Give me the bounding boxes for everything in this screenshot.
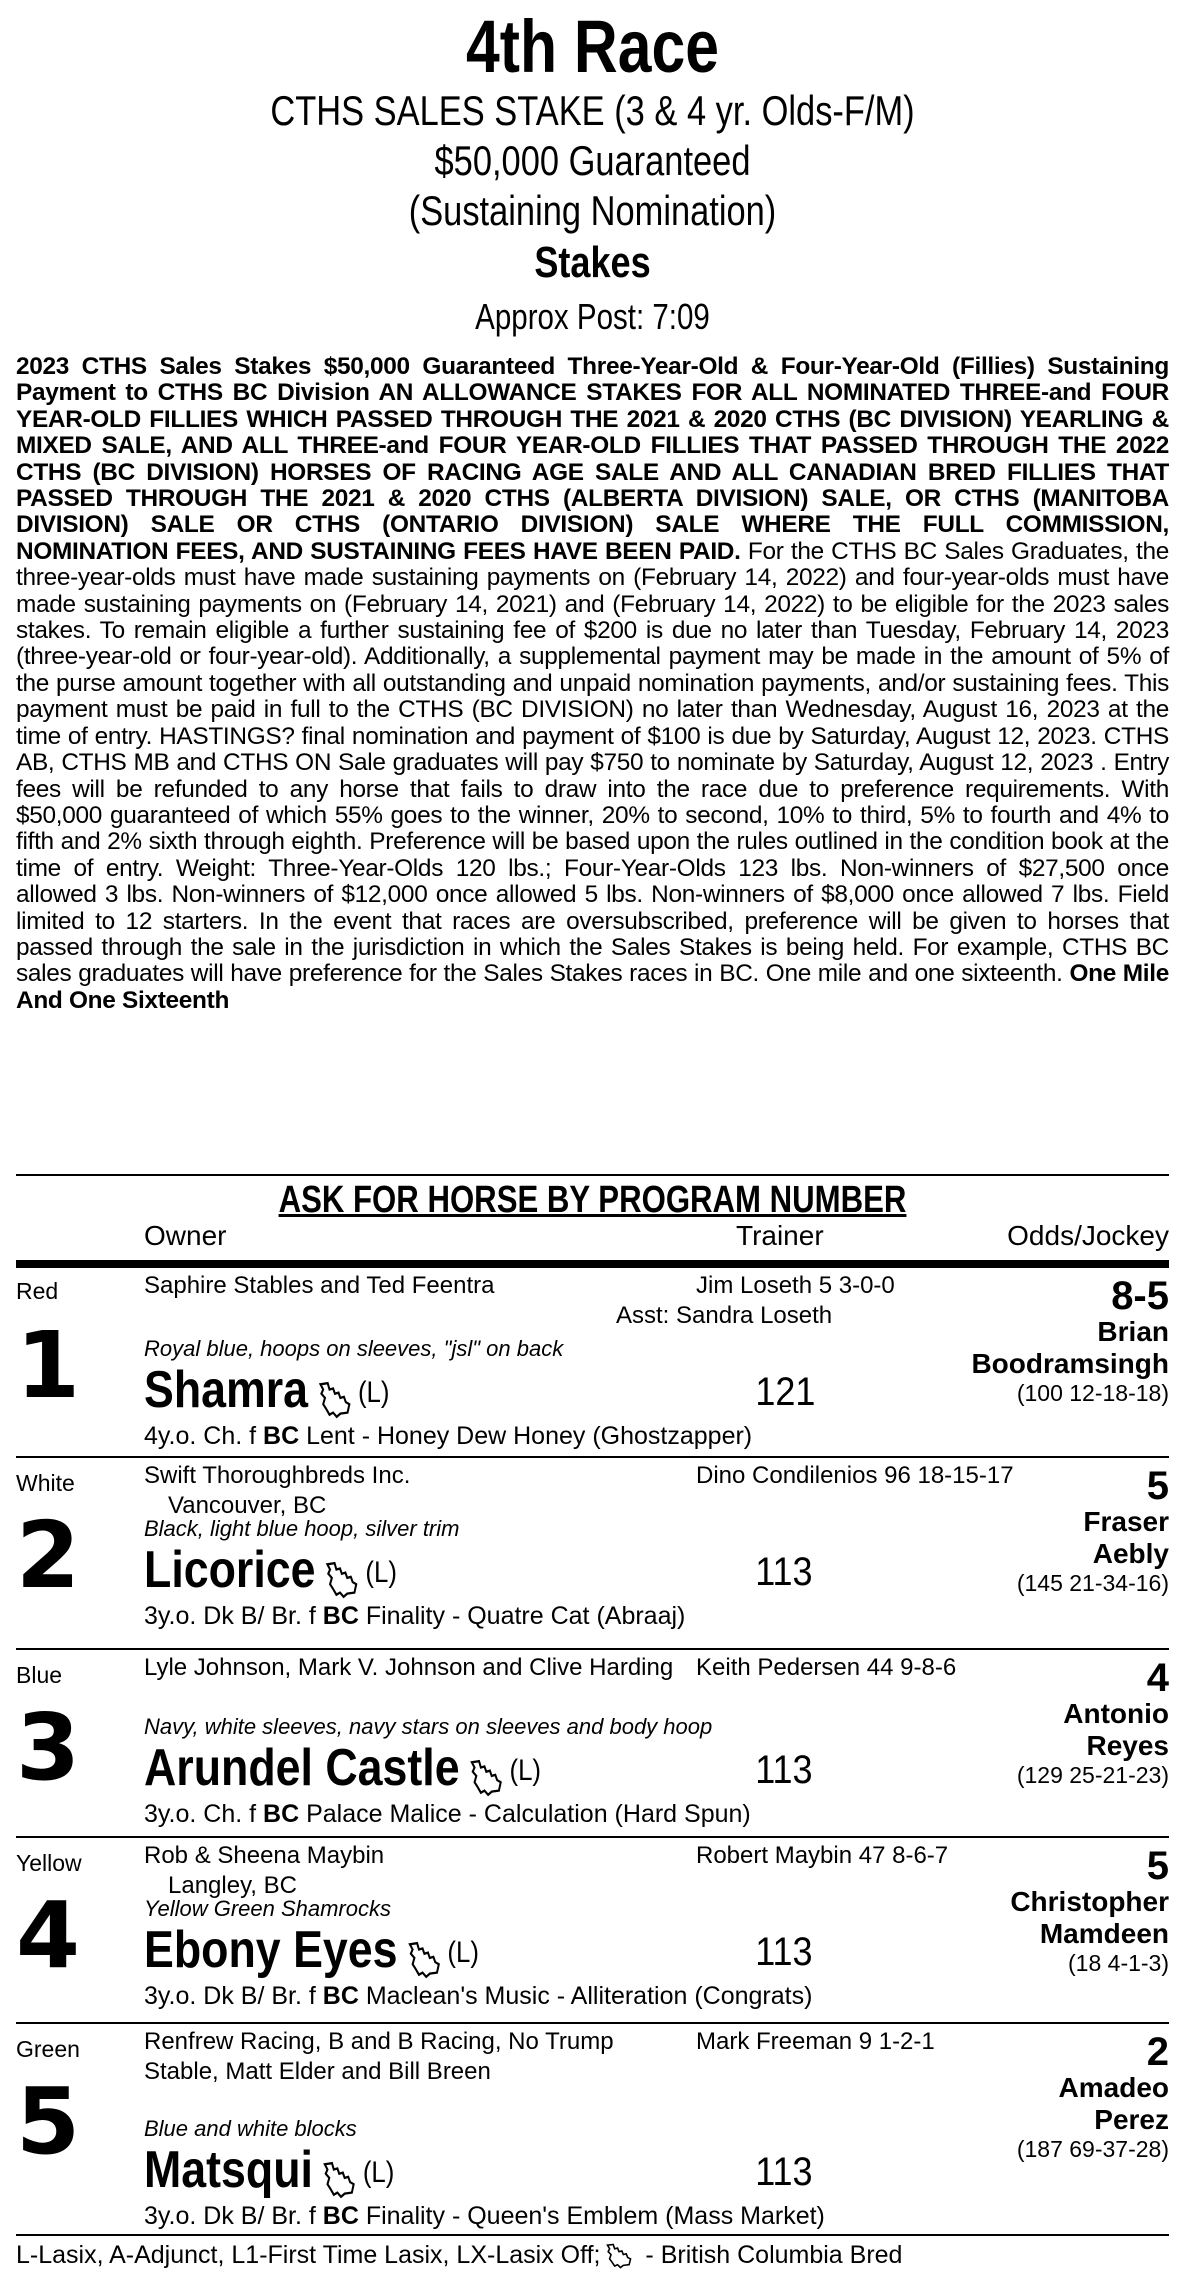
medication: (L) (365, 1556, 397, 1590)
program-color: Red (16, 1278, 59, 1304)
breeding (144, 1602, 685, 1630)
divider (16, 1174, 1169, 1176)
owner: Renfrew Racing, B and B Racing, No Trump (144, 2028, 614, 2055)
trainer: Jim Loseth 5 3-0-0 (696, 1272, 895, 1299)
breeding (144, 1800, 751, 1828)
breeding (144, 2202, 825, 2230)
silks-description: Royal blue, hoops on sleeves, "jsl" on back (144, 1336, 564, 1361)
jockey-last-name: Boodramsingh (971, 1348, 1169, 1379)
breeding-age: 3y.o. Dk B/ Br. f (144, 1982, 323, 2010)
trainer: Mark Freeman 9 1-2-1 (696, 2028, 935, 2055)
program-color: Green (16, 2036, 80, 2062)
owner-line2: Stable, Matt Elder and Bill Breen (144, 2058, 491, 2085)
breeding-pedigree: Maclean's Music - Alliteration (Congrats) (358, 1982, 813, 2010)
jockey-stats: (187 69-37-28) (1016, 2136, 1169, 2162)
morning-line-odds: 2 (1146, 2030, 1169, 2074)
entry-4 (16, 1836, 1169, 2022)
jockey-last-name: Reyes (1086, 1730, 1169, 1761)
bc-bred-mark: BC (322, 1602, 359, 1630)
race-conditions (16, 354, 1169, 1014)
jockey-first-name: Fraser (1083, 1506, 1169, 1537)
breeding-age: 3y.o. Dk B/ Br. f (144, 1602, 323, 1630)
jockey-first-name: Brian (1097, 1316, 1169, 1347)
conditions-bold: 2023 CTHS Sales Stakes $50,000 Guaranteed Three-Year-Old & Four-Year-Old (Fillies) Sustaining Payment to CTHS BC Division AN ALLOWANCE STAKES FOR ALL NOMINATED THREE-and FOUR YEAR-OLD FILLIES WHICH PASSED THROUGH THE 2021 & 2020 CTHS (BC DIVISION) YEARLING & MIXED SALE, AND ALL THREE-and FOUR YEAR-OLD FILLIES THAT PASSED THROUGH THE 2022 CTHS (BC DIVISION) HORSES OF RACING AGE SALE AND ALL CANADIAN BRED FILLIES THAT PASSED THROUGH THE 2021 & 2020 CTHS (ALBERTA DIVISION) SALE, OR CTHS (MANITOBA DIVISION) SALE OR CTHS (ONTARIO DIVISION) SALE WHERE THE FULL COMMISSION, NOMINATION FEES, AND SUSTAINING FEES HAVE BEEN PAID. (16, 353, 1169, 565)
jockey-stats: (145 21-34-16) (1016, 1570, 1169, 1596)
horse-name (144, 2142, 394, 2201)
jockey-last-name: Perez (1094, 2104, 1169, 2135)
program-number: 4 (16, 1882, 81, 1989)
entry-5 (16, 2022, 1169, 2230)
silks-description: Blue and white blocks (144, 2116, 357, 2141)
asst-name: Sandra Loseth (676, 1302, 833, 1329)
medication: (L) (447, 1936, 479, 1970)
breeding-pedigree: Finality - Queen's Emblem (Mass Market) (358, 2202, 825, 2230)
program-number: 2 (16, 1502, 81, 1609)
program-number: 1 (16, 1312, 81, 1419)
breeding-age: 4y.o. Ch. f (144, 1422, 264, 1450)
horse-name (144, 1740, 541, 1799)
weight: 113 (755, 1930, 813, 1974)
morning-line-odds: 8-5 (1111, 1274, 1169, 1318)
silks-description: Yellow Green Shamrocks (144, 1896, 391, 1921)
horse-name-text: Arundel Castle (144, 1739, 460, 1797)
horse-name-text: Licorice (144, 1541, 316, 1599)
morning-line-odds: 5 (1146, 1844, 1169, 1888)
divider (16, 2234, 1169, 2236)
program-number: 3 (16, 1694, 81, 1801)
jockey-first-name: Amadeo (1058, 2072, 1169, 2103)
jockey-stats: (129 25-21-23) (1016, 1762, 1169, 1788)
medication: (L) (509, 1754, 542, 1788)
owner: Swift Thoroughbreds Inc. (144, 1462, 411, 1489)
breeding-age: 3y.o. Dk B/ Br. f (144, 2202, 323, 2230)
entry-divider (16, 2022, 1169, 2024)
race-type: Stakes (534, 238, 651, 287)
legend-text: L-Lasix, A-Adjunct, L1-First Time Lasix, LX-Lasix Off; (16, 2241, 601, 2269)
bc-bred-mark: BC (322, 1982, 359, 2010)
bc-legend-text: - British Columbia Bred (638, 2241, 903, 2269)
trainer: Robert Maybin 47 8-6-7 (696, 1842, 949, 1869)
assistant-trainer (616, 1302, 832, 1330)
entry-divider (16, 1836, 1169, 1838)
bc-map-icon (604, 2243, 634, 2269)
bc-map-icon (322, 2154, 358, 2192)
owner-line2: Langley, BC (168, 1872, 297, 1899)
ask-banner: ASK FOR HORSE BY PROGRAM NUMBER (278, 1179, 907, 1221)
breeding-pedigree: Lent - Honey Dew Honey (Ghostzapper) (299, 1422, 753, 1450)
bc-map-icon (324, 1554, 360, 1592)
program-color: White (16, 1470, 75, 1496)
jockey-stats: (18 4-1-3) (1068, 1950, 1169, 1976)
program-number: 5 (16, 2068, 81, 2175)
weight: 121 (755, 1370, 816, 1414)
bc-bred-mark: BC (322, 2202, 359, 2230)
breeding-age: 3y.o. Ch. f (144, 1800, 264, 1828)
horse-name-text: Matsqui (144, 2141, 313, 2199)
horse-name-text: Shamra (144, 1361, 309, 1419)
bc-map-icon (406, 1934, 442, 1972)
program-color: Blue (16, 1662, 63, 1688)
weight: 113 (755, 1748, 813, 1792)
jockey-last-name: Mamdeen (1039, 1918, 1169, 1949)
horse-name (144, 1362, 389, 1421)
owner: Rob & Sheena Maybin (144, 1842, 385, 1869)
jockey-stats: (100 12-18-18) (1016, 1380, 1169, 1406)
entry-divider (16, 1456, 1169, 1458)
col-odds-jockey-header: Odds/Jockey (1007, 1220, 1169, 1251)
weight: 113 (755, 2150, 813, 2194)
program-color: Yellow (16, 1850, 82, 1876)
header-rule (16, 1260, 1169, 1268)
jockey-last-name: Aebly (1092, 1538, 1169, 1569)
morning-line-odds: 5 (1146, 1464, 1169, 1508)
trainer: Dino Condilenios 96 18-15-17 (696, 1462, 1014, 1489)
conditions-text: For the CTHS BC Sales Graduates, the three-year-olds must have made sustaining payments on (February 14, 2022) and four-year-olds must have made sustaining payments on (February 14, 2021) and (February 14, 2022) to be eligible for the 2023 sales stakes. To remain eligible a further sustaining fee of $200 is due no later than Tuesday, February 14, 2023 (three-year-old or four-year-old). Additionally, a supplemental payment may be made in the amount of 5% of the purse amount together with all outstanding and unpaid nomination payments, and/or sustaining fees. This payment must be paid in full to the CTHS (BC DIVISION) no later than Wednesday, August 16, 2023 at the time of entry. HASTINGS? final nomination and payment of $100 is due by Saturday, August 12, 2023. CTHS AB, CTHS MB and CTHS ON Sale graduates will pay $750 to nominate by Saturday, August 12, 2023 . Entry fees will be refunded to any horse that fails to draw into the race due to preference requirements. With $50,000 guaranteed of which 55% goes to the winner, 20% to second, 10% to third, 5% to fourth and 4% to fifth and 2% sixth through eighth. Preference will be based upon the rules outlined in the condition book at the time of entry. Weight: Three-Year-Olds 120 lbs.; Four-Year-Olds 123 lbs. Non-winners of $27,500 once allowed 3 lbs. Non-winners of $12,000 once allowed 5 lbs. Non-winners of $8,000 once allowed 7 lbs. Field limited to 12 starters. In the event that races are oversubscribed, preference will be given to horses that passed through the sale in the jurisdiction in which the Sales Stakes is being held. For example, CTHS BC sales graduates will have preference for the Sales Stakes races in BC. One mile and one sixteenth. (16, 537, 1169, 988)
horse-name-text: Ebony Eyes (144, 1921, 398, 1979)
race-title: 4th Race (466, 5, 719, 88)
medication: (L) (362, 2156, 395, 2190)
entry-3 (16, 1648, 1169, 1834)
jockey-first-name: Antonio (1063, 1698, 1169, 1729)
col-owner-header: Owner (144, 1220, 227, 1251)
medication: (L) (357, 1376, 390, 1410)
bc-bred-mark: BC (263, 1422, 300, 1450)
race-distance: One Mile And One Sixteenth (16, 960, 1169, 1014)
silks-description: Black, light blue hoop, silver trim (144, 1516, 460, 1541)
post-time: Approx Post: 7:09 (475, 296, 710, 337)
race-header (0, 5, 1185, 340)
trainer: Keith Pedersen 44 9-8-6 (696, 1654, 957, 1681)
breeding (144, 1982, 812, 2010)
bc-bred-mark: BC (263, 1800, 300, 1828)
bc-map-icon (468, 1752, 504, 1790)
entry-divider (16, 1648, 1169, 1650)
breeding-pedigree: Palace Malice - Calculation (Hard Spun) (299, 1800, 751, 1828)
race-name: CTHS SALES STAKE (3 & 4 yr. Olds-F/M) (270, 87, 915, 134)
morning-line-odds: 4 (1146, 1656, 1169, 1700)
owner: Saphire Stables and Ted Feentra (144, 1272, 495, 1299)
race-nomination: (Sustaining Nomination) (408, 187, 777, 234)
asst-label: Asst: (616, 1302, 670, 1329)
entry-2 (16, 1456, 1169, 1642)
horse-name (144, 1922, 479, 1981)
bc-map-icon (317, 1374, 353, 1412)
entry-1 (16, 1270, 1169, 1456)
col-trainer-header: Trainer (736, 1220, 824, 1251)
jockey-first-name: Christopher (1010, 1886, 1169, 1917)
silks-description: Navy, white sleeves, navy stars on sleeves and body hoop (144, 1714, 713, 1739)
owner: Lyle Johnson, Mark V. Johnson and Clive Harding (144, 1654, 674, 1681)
owner-line2: Vancouver, BC (168, 1492, 327, 1519)
horse-name (144, 1542, 397, 1601)
weight: 113 (755, 1550, 813, 1594)
breeding (144, 1422, 752, 1450)
breeding-pedigree: Finality - Quatre Cat (Abraaj) (358, 1602, 686, 1630)
footer-legend (16, 2240, 902, 2270)
race-purse: $50,000 Guaranteed (434, 137, 751, 184)
